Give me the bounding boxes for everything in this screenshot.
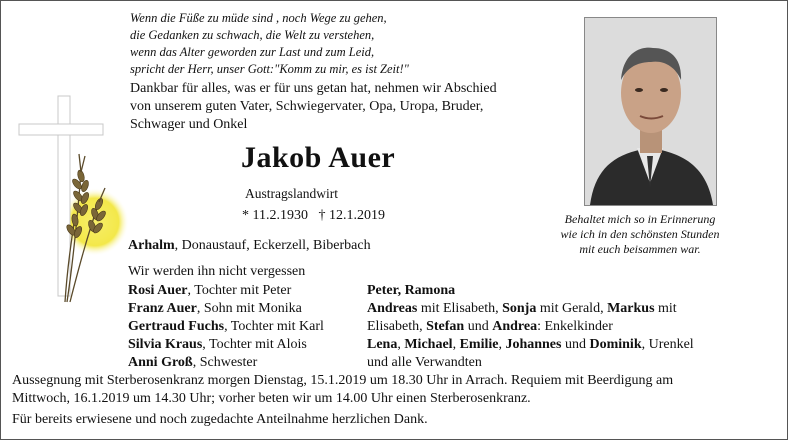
family-list-left bbox=[128, 282, 324, 372]
poem-line: spricht der Herr, unser Gott:"Komm zu mir, es ist Zeit!" bbox=[130, 62, 409, 76]
place-primary: Arhalm bbox=[128, 238, 175, 253]
family-member: Gertraud Fuchs, Tochter mit Karl bbox=[128, 319, 324, 334]
family-member: Anni Groß, Schwester bbox=[128, 355, 258, 370]
places bbox=[128, 238, 371, 254]
family-member: Silvia Kraus, Tochter mit Alois bbox=[128, 337, 307, 352]
family-line: Elisabeth, Stefan und Andrea: Enkelkinder bbox=[367, 319, 613, 334]
caption-line: Behaltet mich so in Erinnerung bbox=[564, 212, 716, 226]
family-line: Andreas mit Elisabeth, Sonja mit Gerald, Markus mit bbox=[367, 301, 677, 316]
portrait-image bbox=[585, 18, 716, 205]
family-member: Rosi Auer, Tochter mit Peter bbox=[128, 283, 292, 298]
portrait-photo bbox=[584, 17, 717, 206]
funeral-line: Aussegnung mit Sterberosenkranz morgen Dienstag, 15.1.2019 um 18.30 Uhr in Arrach. Requiem mit Beerdigung am bbox=[12, 373, 674, 388]
caption-line: mit euch beisammen war. bbox=[579, 242, 701, 256]
poem bbox=[130, 10, 409, 78]
deceased-occupation: Austragslandwirt bbox=[245, 186, 338, 201]
intro-line: Schwager und Onkel bbox=[130, 117, 248, 132]
funeral-line: Mittwoch, 16.1.2019 um 14.30 Uhr; vorher beten wir um 14.00 Uhr einen Sterberosenkranz. bbox=[12, 391, 531, 406]
funeral-details bbox=[12, 372, 673, 408]
family-line: und alle Verwandten bbox=[367, 355, 482, 370]
deceased-name: Jakob Auer bbox=[241, 141, 396, 174]
family-line: Lena, Michael, Emilie, Johannes und Dominik, Urenkel bbox=[367, 337, 694, 352]
place-others: , Donaustauf, Eckerzell, Biberbach bbox=[174, 238, 371, 253]
birth-date: * 11.2.1930 bbox=[242, 208, 308, 223]
photo-caption bbox=[550, 212, 730, 257]
poem-line: die Gedanken zu schwach, die Welt zu verstehen, bbox=[130, 28, 375, 42]
memorial-line: Wir werden ihn nicht vergessen bbox=[128, 264, 306, 279]
thanks-line: Für bereits erwiesene und noch zugedachte Anteilnahme herzlichen Dank. bbox=[12, 412, 428, 427]
intro-line: von unserem guten Vater, Schwiegervater, Opa, Uropa, Bruder, bbox=[130, 99, 484, 114]
poem-line: wenn das Alter geworden zur Last und zum Leid, bbox=[130, 45, 375, 59]
cross-with-wheat-illustration bbox=[15, 92, 130, 307]
farewell-intro bbox=[130, 80, 497, 134]
caption-line: wie ich in den schönsten Stunden bbox=[560, 227, 720, 241]
family-line: Peter, Ramona bbox=[367, 283, 456, 298]
poem-line: Wenn die Füße zu müde sind , noch Wege zu gehen, bbox=[130, 11, 387, 25]
death-date: † 12.1.2019 bbox=[318, 208, 385, 223]
intro-line: Dankbar für alles, was er für uns getan hat, nehmen wir Abschied bbox=[130, 81, 497, 96]
life-dates bbox=[242, 208, 385, 224]
family-member: Franz Auer, Sohn mit Monika bbox=[128, 301, 302, 316]
family-list-right bbox=[367, 282, 694, 372]
